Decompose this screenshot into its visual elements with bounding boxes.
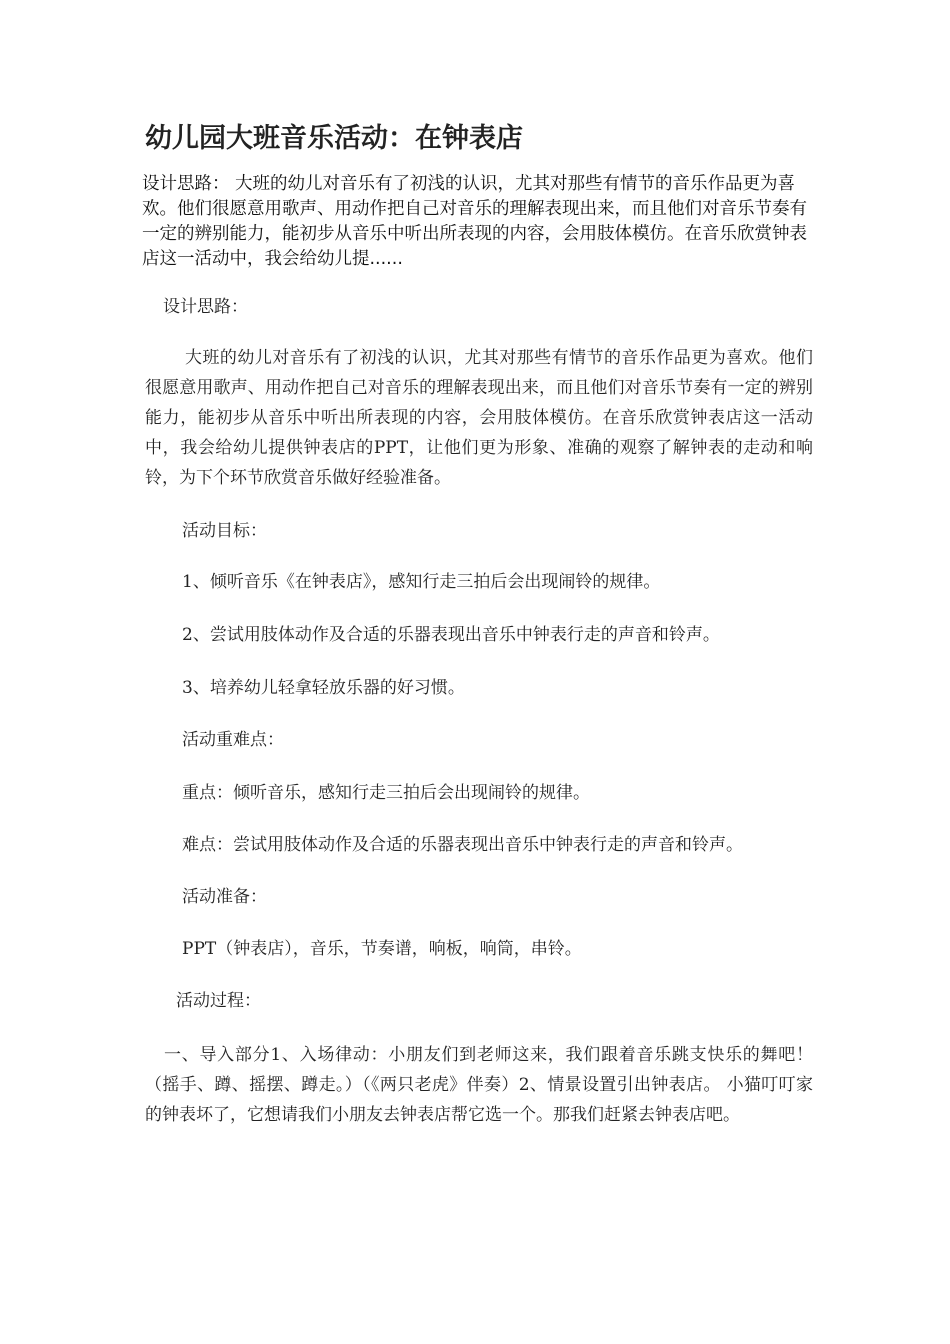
difficult-point: 难点：尝试用肢体动作及合适的乐器表现出音乐中钟表行走的声音和铃声。 [182, 835, 743, 855]
preparation-body: PPT（钟表店），音乐，节奏谱，响板，响筒，串铃。 [182, 939, 582, 959]
key-points-heading: 活动重难点： [182, 730, 284, 750]
design-heading: 设计思路： [163, 297, 248, 317]
key-point: 重点：倾听音乐，感知行走三拍后会出现闹铃的规律。 [182, 783, 590, 803]
design-body-paragraph: 大班的幼儿对音乐有了初浅的认识，尤其对那些有情节的音乐作品更为喜欢。他们很愿意用歌声、用动作把自己对音乐的理解表现出来，而且他们对音乐节奏有一定的辨别能力，能初步从音乐中听出所表现的内容，会用肢体模仿。在音乐欣赏钟表店这一活动中，我会给幼儿提供钟表店的PPT，让他们更为形象、准确的观察了解钟表的走动和响铃，为下个环节欣赏音乐做好经验准备。 [145, 348, 813, 488]
preparation-heading: 活动准备： [182, 887, 267, 907]
process-heading: 活动过程： [176, 991, 261, 1011]
goal-item-3: 3、培养幼儿轻拿轻放乐器的好习惯。 [182, 678, 465, 698]
process-body-paragraph: 一、导入部分1、入场律动：小朋友们到老师这来，我们跟着音乐跳支快乐的舞吧！（摇手、蹲、摇摆、蹲走。）（《两只老虎》伴奏）2、情景设置引出钟表店。 小猫叮叮家的钟表坏了，它想请我们小朋友去钟表店帮它选一个。那我们赶紧去钟表店吧。 [145, 1045, 813, 1125]
document-title: 幼儿园大班音乐活动：在钟表店 [145, 123, 523, 154]
goal-item-2: 2、尝试用肢体动作及合适的乐器表现出音乐中钟表行走的声音和铃声。 [182, 625, 720, 645]
summary-paragraph: 设计思路： 大班的幼儿对音乐有了初浅的认识，尤其对那些有情节的音乐作品更为喜欢。他们很愿意用歌声、用动作把自己对音乐的理解表现出来，而且他们对音乐节奏有一定的辨别能力，能初步从音乐中听出所表现的内容，会用肢体模仿。在音乐欣赏钟表店这一活动中，我会给幼儿提...... [142, 174, 807, 269]
goals-heading: 活动目标： [182, 521, 267, 541]
goal-item-1: 1、倾听音乐《在钟表店》，感知行走三拍后会出现闹铃的规律。 [182, 572, 661, 592]
